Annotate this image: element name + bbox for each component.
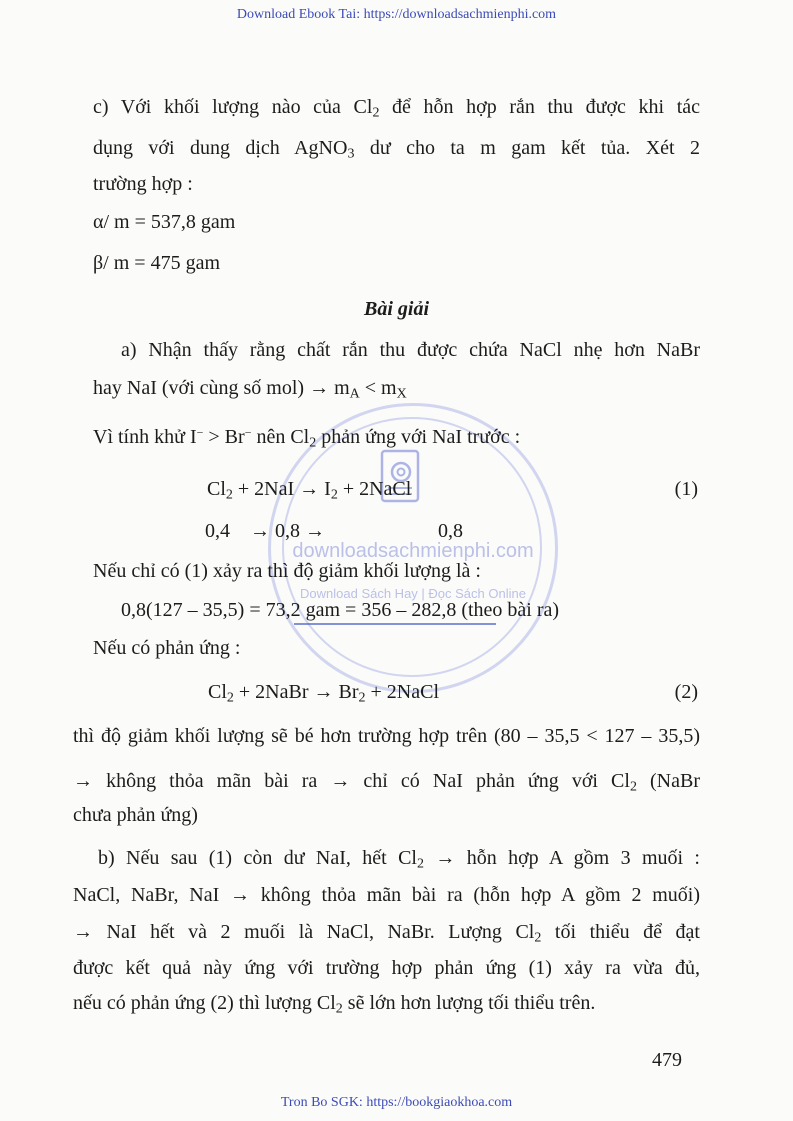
download-link[interactable]: Download Ebook Tai: https://downloadsachmienphi.com — [236, 7, 557, 22]
watermark-tagline: Download Sách Hay | Đọc Sách Online — [300, 586, 526, 601]
equation-2: $Cl_2$ + 2NaBr → $Br_2$ + 2NaCl — [208, 681, 440, 706]
mole-ratio-a: 0,4 — [205, 520, 230, 542]
solution-heading: Bài giải — [363, 298, 429, 320]
mole-ratio-c: 0,8 — [438, 520, 463, 542]
part-b-line5: nếu có phản ứng (2) thì lượng $Cl_2$ sẽ lớn hơn lượng tối thiểu trên. — [73, 992, 596, 1017]
question-c-line3: trường hợp : — [93, 173, 193, 195]
footer-link[interactable]: Tron Bo SGK: https://bookgiaokhoa.com — [280, 1095, 513, 1110]
part-b-line3: → NaI hết và 2 muối là NaCl, NaBr. Lượng $Cl_2$ tối thiểu để đạt — [73, 921, 700, 946]
equation-2-number: (2) — [674, 681, 698, 703]
part-a-line1: a) Nhận thấy rằng chất rắn thu được chứa NaCl nhẹ hơn NaBr — [121, 339, 700, 361]
mass-calculation: 0,8(127 – 35,5) = 73,2 gam = 356 – 282,8 (theo bài ra) — [121, 599, 560, 621]
if-reaction-2: Nếu có phản ứng : — [93, 637, 241, 659]
conclusion-line1: → không thỏa mãn bài ra → chỉ có NaI phản ứng với $Cl_2$ (NaBr — [73, 770, 700, 795]
if-only-reaction-1: Nếu chỉ có (1) xảy ra thì độ giảm khối lượng là : — [93, 560, 481, 582]
part-a-line2: hay NaI (với cùng số $mol) \to m_A < m_X$ — [93, 377, 407, 402]
equation-1: $Cl_2 + 2NaI \to I_2$ + 2NaCl — [207, 478, 412, 503]
page-number: 479 — [652, 1049, 682, 1071]
part-b-line2: NaCl, NaBr, NaI → không thỏa mãn bài ra (hỗn hợp A gồm 2 muối) — [73, 884, 700, 906]
conclusion-line2: chưa phản ứng) — [73, 804, 198, 826]
equation-1-number: (1) — [674, 478, 698, 500]
case-alpha: α/ m = 537,8 gam — [93, 211, 236, 233]
reduction-comparison: thì độ giảm khối lượng sẽ bé hơn trường hợp trên (80 – 35,5 < 127 – 35,5) — [73, 725, 700, 747]
case-beta: β/ m = 475 gam — [93, 252, 221, 274]
question-c-line1: c) Với khối lượng nào của $Cl_2$ để hỗn hợp rắn thu được khi tác — [93, 96, 700, 121]
part-b-line1: b) Nếu sau (1) còn dư NaI, hết $Cl_2$ → hỗn hợp A gồm 3 muối : — [98, 847, 700, 872]
reducing-order: Vì tính khử I− > Br− nên $Cl_2$ phản ứng với NaI trước : — [93, 425, 521, 451]
part-b-line4: được kết quả này ứng với trường hợp phản ứng (1) xảy ra vừa đủ, — [73, 957, 700, 979]
mole-ratio-b: → 0,8 → — [250, 520, 325, 542]
question-c-line2: dụng với dung dịch AgNO$_3$ dư cho ta m gam kết tủa. Xét 2 — [93, 137, 701, 162]
calculation-underline — [294, 623, 496, 625]
watermark-site: downloadsachmienphi.com — [292, 540, 534, 562]
